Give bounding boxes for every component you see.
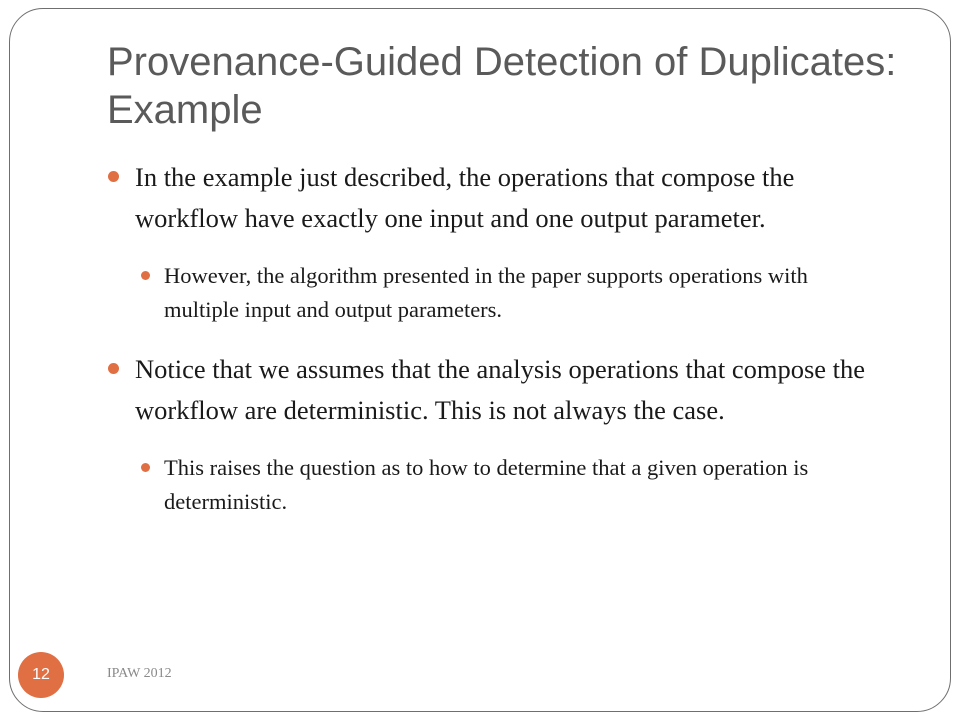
bullet-text: In the example just described, the operations that compose the workflow have exactly one input and one output parameter. xyxy=(135,162,795,233)
bullet-dot-icon xyxy=(141,271,150,280)
slide-title: Provenance-Guided Detection of Duplicates: Example xyxy=(107,40,897,132)
bullet-text: This raises the question as to how to determine that a given operation is deterministic. xyxy=(164,455,809,514)
footer-text: IPAW 2012 xyxy=(107,666,172,681)
sub-bullet-item xyxy=(108,259,888,327)
bullet-dot-icon xyxy=(108,363,119,374)
bullet-dot-icon xyxy=(141,463,150,472)
bullet-dot-icon xyxy=(108,171,119,182)
page-number-badge: 12 xyxy=(18,652,64,698)
bullet-item xyxy=(108,349,888,431)
bullet-list xyxy=(108,157,888,519)
bullet-text: Notice that we assumes that the analysis operations that compose the workflow are deterministic. This is not always the case. xyxy=(135,354,866,425)
bullet-item xyxy=(108,157,888,239)
bullet-text: However, the algorithm presented in the paper supports operations with multiple input and output parameters. xyxy=(164,263,808,322)
sub-bullet-item xyxy=(108,451,888,519)
